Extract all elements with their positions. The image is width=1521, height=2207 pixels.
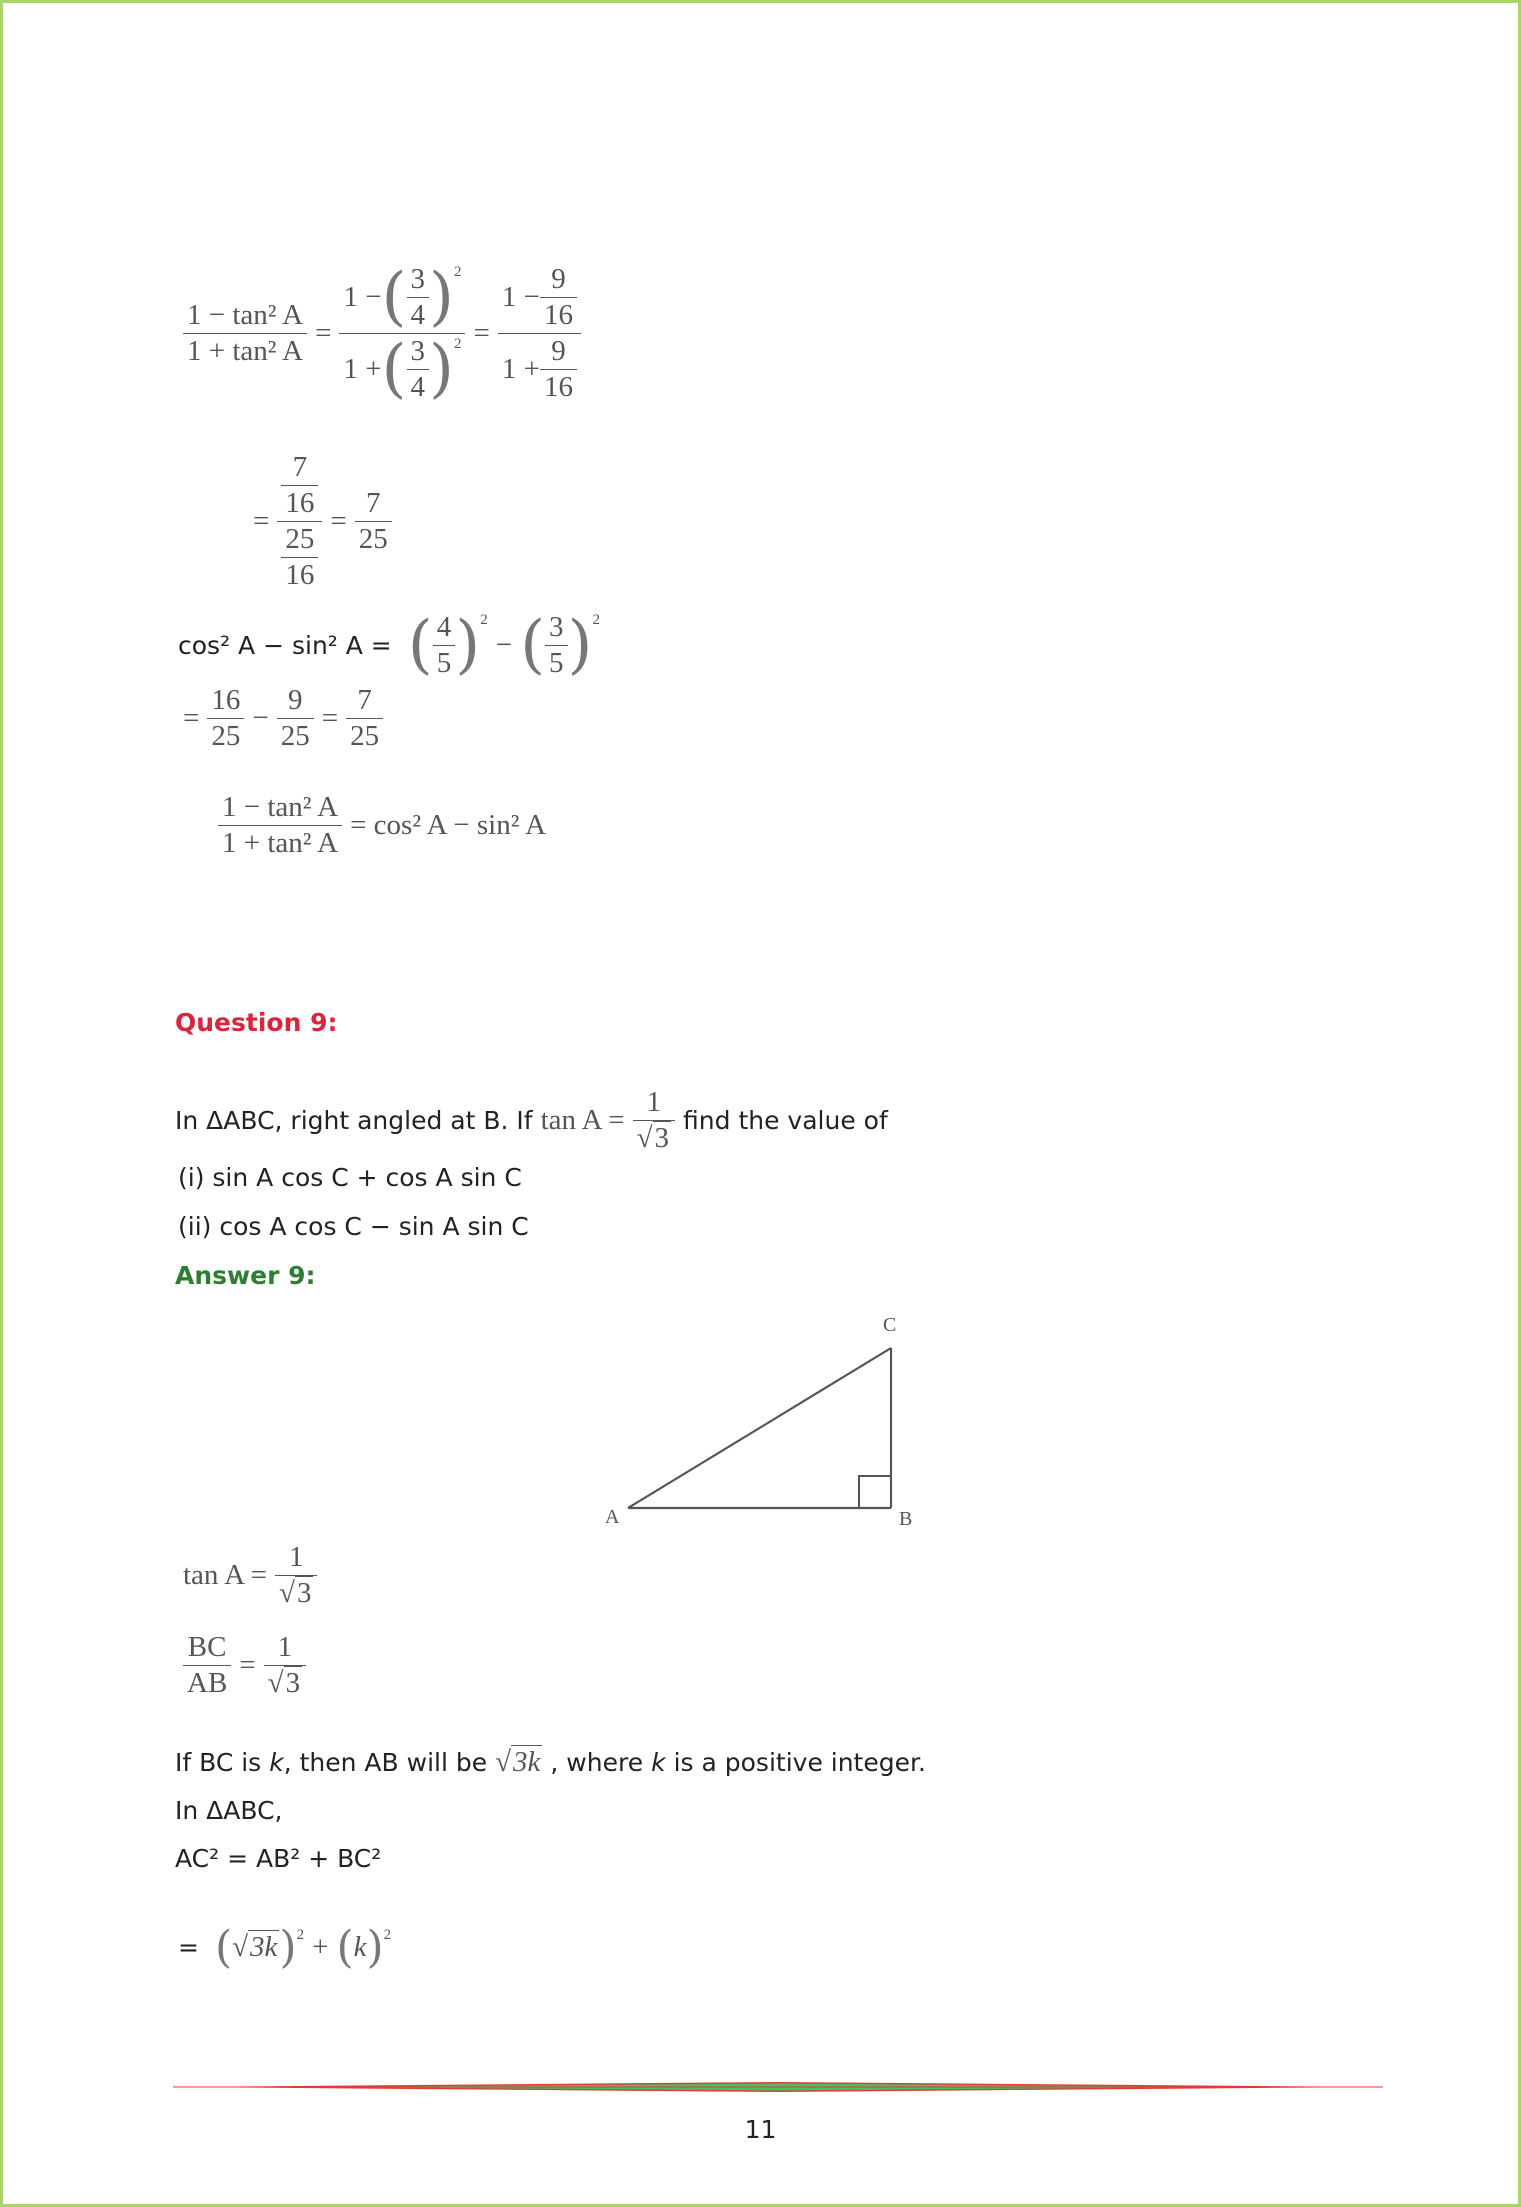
- last-plus: +: [312, 1931, 329, 1964]
- ratio-rhs-n: 1: [277, 1631, 293, 1663]
- compound-fraction: [277, 453, 322, 590]
- f2-n: 3: [549, 611, 564, 643]
- text1-val: 3k: [513, 1746, 541, 1778]
- equation-simplified: = $\frac{\frac{7}{16}}{\frac{25}{16}}$ = $\frac{7}{25}$: [253, 453, 392, 590]
- mid-frac-den: 4: [407, 297, 430, 330]
- answer-tan-eq: tan A = $\frac{1}{√3}$: [183, 1543, 317, 1608]
- answer-ratio-eq: $\frac{BC}{AB}$ = $\frac{1}{√3}$: [183, 1633, 306, 1698]
- den-d: 16: [281, 557, 318, 590]
- mid-den-one: 1 +: [343, 353, 382, 385]
- text1-b: , then AB will be: [283, 1748, 488, 1777]
- question-part-ii: (ii) cos A cos C − sin A sin C: [178, 1212, 529, 1241]
- right-angle-mark: [859, 1476, 891, 1508]
- middle-fraction: 1 − ( $\frac{3}{4}$ ) 2 1 + ( $\frac{3}{4}$ ) 2: [339, 265, 465, 402]
- page-number: 11: [744, 2115, 777, 2144]
- question-line-1: In ΔABC, right angled at B. If tan A = $\frac{1}{√3}$ find the value of: [175, 1086, 888, 1154]
- lhs-numerator: 1 − tan² A: [187, 299, 304, 331]
- answer-text-1: If BC is k , then AB will be √3k , where k is a positive integer.: [175, 1746, 926, 1778]
- f1-n: 4: [436, 611, 452, 643]
- equation-cos-sin: cos² A − sin² A = ( $\frac{4}{5}$ ) 2 − ( $\frac{3}{5}$ ) 2: [178, 607, 600, 682]
- ratio-n: BC: [187, 1631, 227, 1663]
- pythagoras-line: AC² = AB² + BC²: [175, 1844, 382, 1873]
- num-n: 7: [292, 451, 308, 483]
- den-n: 25: [285, 523, 315, 555]
- right-num: 1 −: [501, 281, 540, 313]
- res-d: 25: [355, 521, 392, 554]
- equals-sign: =: [253, 505, 270, 537]
- b-n: 9: [287, 684, 303, 716]
- a-n: 16: [211, 684, 241, 716]
- answer-tan-d: 3: [296, 1577, 312, 1609]
- conclusion-rhs: = cos² A − sin² A: [350, 809, 547, 841]
- ratio-d: AB: [183, 1665, 231, 1698]
- question-tan-d: 3: [654, 1122, 670, 1154]
- cos-sin-lhs: cos² A − sin² A =: [178, 631, 392, 660]
- question-tan-n: 1: [646, 1086, 662, 1118]
- question-part-i: (i) sin A cos C + cos A sin C: [178, 1163, 522, 1192]
- square-sup: 2: [383, 1927, 392, 1943]
- square-sup: 2: [453, 336, 462, 352]
- answer-title: Answer 9:: [175, 1261, 316, 1290]
- question-tan-lhs: tan A =: [540, 1104, 625, 1136]
- right-den-d: 16: [540, 369, 577, 402]
- vertex-a-label: A: [605, 1506, 620, 1528]
- b-d: 25: [277, 718, 314, 751]
- equation-conclusion: [218, 793, 546, 858]
- square-sup: 2: [592, 612, 600, 628]
- a-d: 25: [207, 718, 244, 751]
- mid-den-frac-num: 3: [410, 335, 426, 367]
- minus-sign: −: [495, 629, 513, 661]
- text1-d: is a positive integer.: [673, 1748, 926, 1777]
- num-d: 16: [281, 485, 318, 518]
- equation-tan-ratio: $\frac{\text{1 − tan² A}}{\text{1 + tan² A}}$ = 1 − ( $\frac{3}{4}$ ) 2 1 + ( $\frac{3}{4}$ ) 2 = 1 − $\frac{9}{16}$ 1 + $\frac{9}{16}$: [183, 265, 581, 402]
- vertex-c-label: C: [883, 1314, 897, 1336]
- right-fraction: [498, 265, 581, 402]
- conclusion-num: 1 − tan² A: [222, 791, 339, 823]
- answer-tan-n: 1: [288, 1541, 304, 1573]
- square-sup: 2: [296, 1927, 305, 1943]
- right-den-n: 9: [551, 335, 566, 367]
- conclusion-den: 1 + tan² A: [218, 825, 342, 858]
- answer-text-2: In ΔABC,: [175, 1796, 283, 1825]
- text1-a: If BC is: [175, 1748, 262, 1777]
- answer-last-eq: = ( √3k ) 2 + ( k ) 2: [178, 1922, 392, 1973]
- side-ac: [628, 1348, 891, 1508]
- c-d: 25: [346, 718, 383, 751]
- c-n: 7: [357, 684, 372, 716]
- footer-divider: [173, 2078, 1383, 2098]
- f2-d: 5: [545, 645, 568, 678]
- mid-den-frac-den: 4: [407, 369, 430, 402]
- mid-num-one: 1 −: [343, 281, 382, 313]
- f1-d: 5: [433, 645, 456, 678]
- ratio-rhs-d: 3: [285, 1667, 301, 1699]
- right-den: 1 +: [501, 353, 540, 385]
- text1-k2: k: [651, 1748, 666, 1777]
- lhs-denominator: 1 + tan² A: [183, 333, 307, 366]
- right-num-d: 16: [540, 297, 577, 330]
- question-line1-post: find the value of: [683, 1106, 888, 1135]
- question-line1-pre: In ΔABC, right angled at B. If: [175, 1106, 533, 1135]
- lhs-fraction: [183, 301, 307, 366]
- text1-k: k: [269, 1748, 284, 1777]
- mid-frac-num: 3: [410, 263, 426, 295]
- square-sup: 2: [453, 264, 462, 280]
- last-b: k: [353, 1931, 367, 1964]
- result-fraction: [355, 489, 392, 554]
- text1-c: , where: [550, 1748, 644, 1777]
- res-n: 7: [365, 487, 381, 519]
- square-sup: 2: [480, 612, 488, 628]
- right-num-n: 9: [551, 263, 566, 295]
- triangle-figure: [593, 1303, 933, 1533]
- answer-tan-lhs: tan A =: [183, 1559, 268, 1591]
- question-title: Question 9:: [175, 1008, 338, 1037]
- last-eq: =: [178, 1933, 199, 1963]
- equation-evaluated: = $\frac{16}{25}$ − $\frac{9}{25}$ = $\frac{7}{25}$: [183, 686, 383, 751]
- vertex-b-label: B: [899, 1508, 913, 1530]
- last-a: 3k: [250, 1931, 278, 1964]
